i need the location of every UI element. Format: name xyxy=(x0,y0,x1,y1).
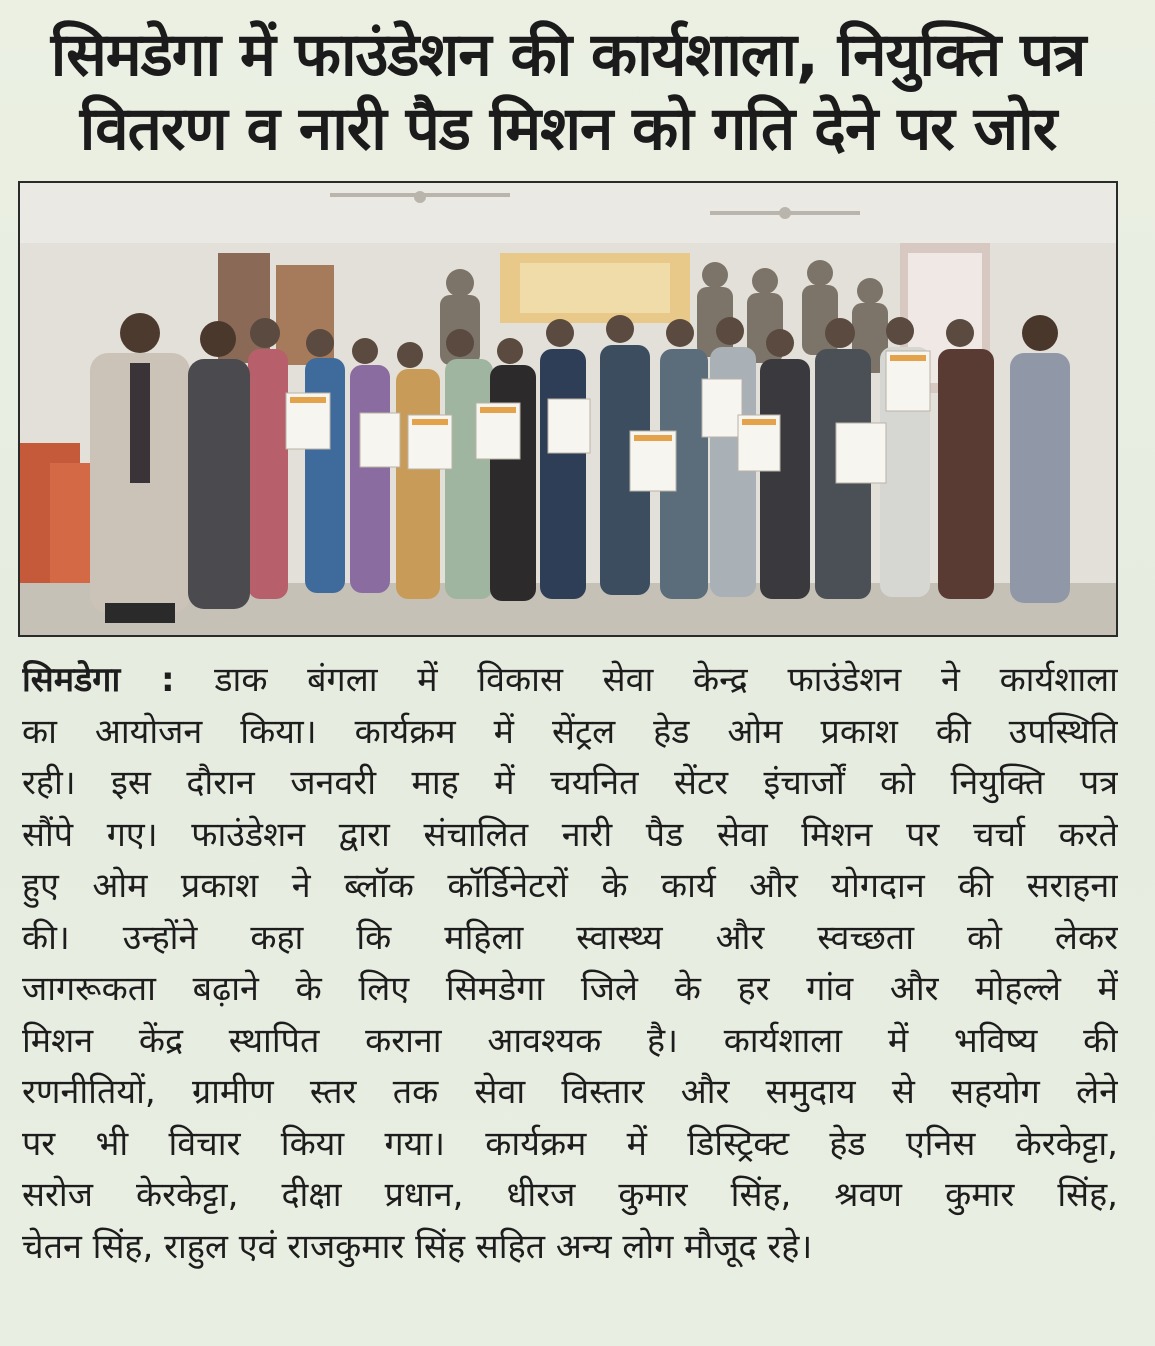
headline-line-2: वितरण व नारी पैड मिशन को गति देने पर जोर xyxy=(79,94,1057,164)
group-photo-illustration xyxy=(20,183,1116,635)
article-line: का आयोजन किया। कार्यक्रम में सेंट्रल हेड ओम प्रकाश की उपस्थिति xyxy=(22,711,1118,752)
article-line-text: डाक बंगला में विकास सेवा केन्द्र फाउंडेशन ने कार्यशाला xyxy=(174,660,1118,700)
article-line: रणनीतियों, ग्रामीण स्तर तक सेवा विस्तार और समुदाय से सहयोग लेने xyxy=(22,1072,1118,1112)
group-photo xyxy=(18,181,1118,637)
dateline: सिमडेगा : xyxy=(22,660,175,700)
article-body xyxy=(22,655,1118,1273)
article-line: चेतन सिंह, राहुल एवं राजकुमार सिंह सहित अन्य लोग मौजूद रहे। xyxy=(22,1226,813,1267)
article-line: हुए ओम प्रकाश ने ब्लॉक कॉर्डिनेटरों के कार्य और योगदान की सराहना xyxy=(22,866,1118,906)
headline-line-1: सिमडेगा में फाउंडेशन की कार्यशाला, नियुक्ति पत्र xyxy=(50,20,1086,90)
article-line: मिशन केंद्र स्थापित कराना आवश्यक है। कार्यशाला में भविष्य की xyxy=(22,1020,1118,1061)
headline xyxy=(18,18,1118,166)
article-line: सौंपे गए। फाउंडेशन द्वारा संचालित नारी पैड सेवा मिशन पर चर्चा करते xyxy=(22,814,1118,855)
article-line: सरोज केरकेट्टा, दीक्षा प्रधान, धीरज कुमार सिंह, श्रवण कुमार सिंह, xyxy=(22,1175,1118,1215)
article-line: पर भी विचार किया गया। कार्यक्रम में डिस्ट्रिक्ट हेड एनिस केरकेट्टा, xyxy=(22,1123,1118,1164)
article-line: रही। इस दौरान जनवरी माह में चयनित सेंटर इंचार्जों को नियुक्ति पत्र xyxy=(22,763,1118,803)
article-line: जागरूकता बढ़ाने के लिए सिमडेगा जिले के हर गांव और मोहल्ले में xyxy=(22,969,1118,1009)
article-line xyxy=(22,655,1118,707)
article-line: की। उन्होंने कहा कि महिला स्वास्थ्य और स्वच्छता को लेकर xyxy=(22,917,1118,958)
